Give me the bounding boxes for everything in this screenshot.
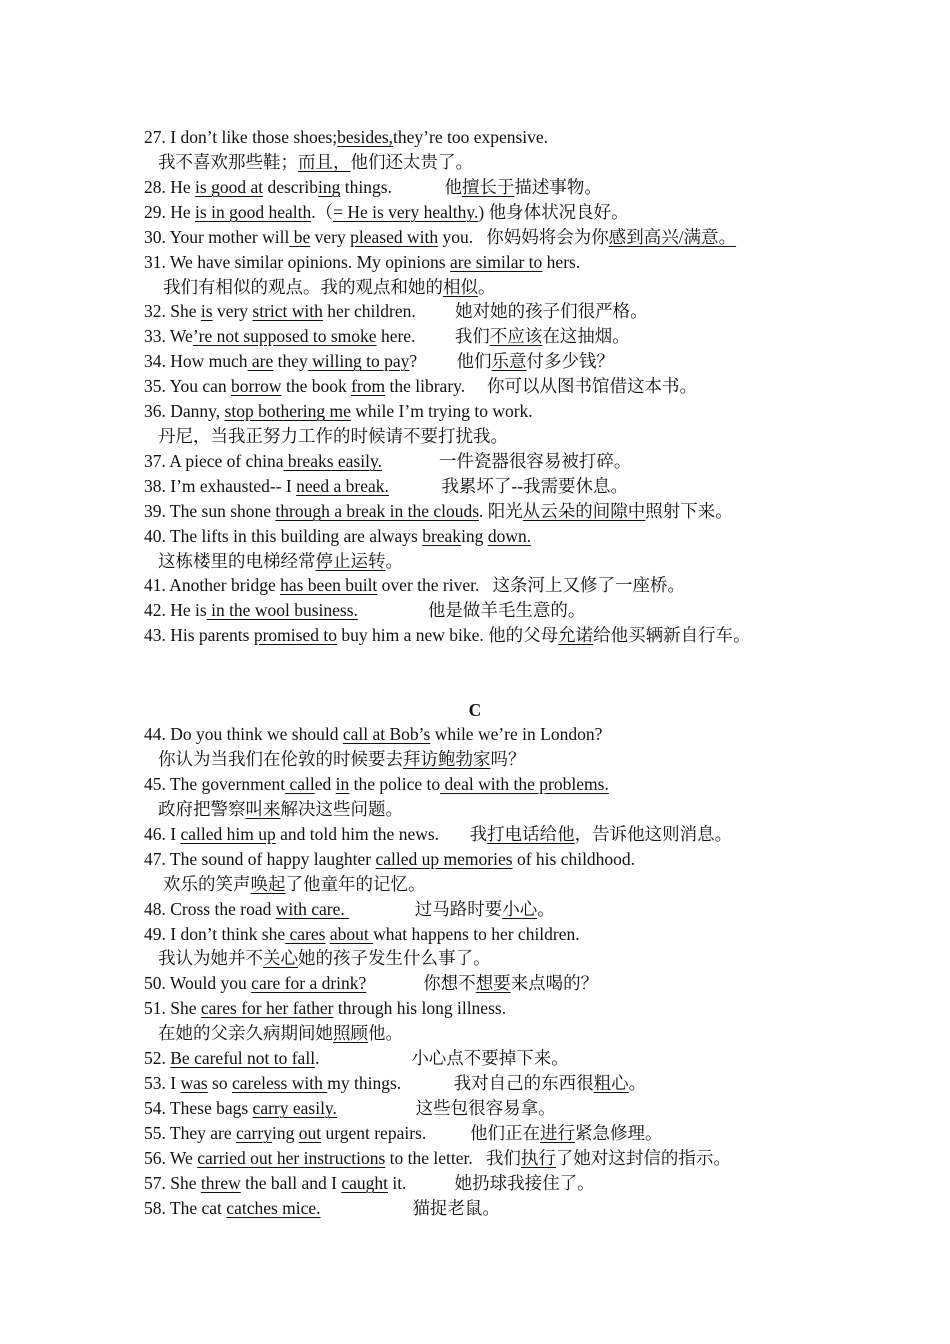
text-segment: 我累坏了--我需要休息。 [388, 476, 629, 496]
text-segment: 48. Cross the road [144, 899, 276, 919]
text-segment: 32. She [144, 301, 201, 321]
text-segment: 35. You can [144, 376, 232, 396]
text-segment: 。 [478, 277, 496, 297]
text-segment: 30. Your mother will [144, 227, 290, 247]
text-line [144, 474, 628, 498]
underlined-phrase: promised to [253, 625, 337, 645]
underlined-phrase: cares for her father [200, 998, 334, 1018]
underlined-phrase: 停止运转 [315, 551, 386, 571]
text-line [158, 424, 508, 448]
text-line [144, 573, 685, 597]
text-segment: 这栋楼里的电梯经常 [158, 551, 316, 571]
underlined-phrase: in the wool business. [206, 600, 358, 620]
text-line [158, 946, 491, 970]
underlined-phrase: is good at [195, 177, 264, 197]
underlined-phrase: down. [487, 526, 532, 546]
text-segment: over the river. 这条河上又修了一座桥。 [377, 575, 685, 595]
underlined-phrase: carried out her instructions [197, 1148, 386, 1168]
text-segment: 33. We [144, 326, 193, 346]
underlined-phrase: stop bothering me [224, 401, 351, 421]
underlined-phrase: catches mice. [226, 1198, 321, 1218]
text-segment: they’re too expensive. [393, 127, 549, 147]
underlined-phrase: call [285, 774, 315, 794]
underlined-phrase: ’re not supposed to smoke [192, 326, 377, 346]
text-line [144, 847, 635, 871]
underlined-phrase: strict with [252, 301, 323, 321]
text-line [163, 872, 426, 896]
text-segment: 这些包很容易拿。 [336, 1098, 556, 1118]
text-segment: 57. She [144, 1173, 201, 1193]
text-line [144, 175, 602, 199]
underlined-phrase: about [329, 924, 374, 944]
text-segment: 你认为当我们在伦敦的时候要去 [158, 749, 403, 769]
text-line [144, 125, 548, 149]
text-segment: 42. He is [144, 600, 207, 620]
text-line [144, 399, 533, 423]
text-line [144, 623, 751, 647]
text-line [144, 1046, 569, 1070]
text-segment: while we’re in London? [430, 724, 603, 744]
underlined-phrase: willing to pay [307, 351, 410, 371]
text-segment: 照射下来。 [645, 501, 733, 521]
underlined-phrase: 唤起 [250, 874, 286, 894]
text-segment: 。 [628, 1073, 647, 1093]
text-segment: so [207, 1073, 232, 1093]
underlined-phrase: 允诺 [558, 625, 594, 645]
text-line [144, 499, 733, 523]
underlined-phrase: call at Bob’s [342, 724, 431, 744]
text-segment: 他 [391, 177, 462, 197]
underlined-phrase: 执行 [520, 1148, 556, 1168]
text-segment: while I’m trying to work. [350, 401, 533, 421]
underlined-phrase: be [289, 227, 311, 247]
text-line [144, 971, 598, 995]
text-line [158, 549, 403, 573]
text-segment: 我们有相似的观点。我的观点和她的 [163, 277, 443, 297]
text-segment: . 小心点不要掉下来。 [315, 1048, 569, 1068]
text-line [144, 524, 531, 548]
text-segment: 描述事物。 [514, 177, 602, 197]
text-segment: what happens to her children. [373, 924, 580, 944]
text-segment: 她的孩子发生什么事了。 [298, 948, 491, 968]
text-segment: ing [461, 526, 488, 546]
text-segment: 28. He [144, 177, 196, 197]
underlined-phrase: need a break. [296, 476, 389, 496]
text-line [158, 1021, 403, 1045]
underlined-phrase: carry easily. [252, 1098, 337, 1118]
underlined-phrase: with care. [275, 899, 350, 919]
text-line [144, 1171, 595, 1195]
underlined-phrase: out [298, 1123, 322, 1143]
underlined-phrase: 相似 [443, 277, 478, 297]
text-segment: ? 他们 [409, 351, 492, 371]
text-segment: 欢乐的笑声 [163, 874, 251, 894]
text-segment: 他们还太贵了。 [350, 152, 473, 172]
text-segment: ，告诉他这则消息。 [574, 824, 733, 844]
text-segment: 43. His parents [144, 625, 254, 645]
text-segment: 政府把警察 [158, 799, 246, 819]
text-segment: very [310, 227, 351, 247]
text-segment: ed [314, 774, 336, 794]
underlined-phrase: besides, [337, 127, 394, 147]
text-segment: 31. We have similar opinions. My opinions [144, 252, 450, 272]
underlined-phrase: 打电话给他 [487, 824, 575, 844]
text-line [144, 1071, 646, 1095]
text-segment: 我认为她并不 [158, 948, 263, 968]
text-segment: 他是做羊毛生意的。 [357, 600, 586, 620]
underlined-phrase: called up memories [375, 849, 513, 869]
text-segment: you. 你妈妈将会为你 [438, 227, 609, 247]
text-segment: 45. The government [144, 774, 286, 794]
text-segment: 。 [537, 899, 555, 919]
text-segment: the book [281, 376, 352, 396]
text-line [144, 324, 630, 348]
text-segment: 解决这些问题。 [280, 799, 403, 819]
text-segment: 27. I don’t like those shoes; [144, 127, 338, 147]
text-segment: 52. [144, 1048, 171, 1068]
underlined-phrase: break [422, 526, 462, 546]
text-line [144, 897, 555, 921]
underlined-phrase: 叫来 [245, 799, 281, 819]
underlined-phrase: ing [318, 177, 341, 197]
text-line [158, 747, 526, 771]
underlined-phrase: 小心 [502, 899, 538, 919]
text-segment: 你想不 [366, 973, 476, 993]
underlined-phrase: Be careful not to fall [170, 1048, 316, 1068]
underlined-phrase: careless with [231, 1073, 328, 1093]
text-segment: 38. I’m exhausted-- I [144, 476, 297, 496]
text-segment: 51. She [144, 998, 201, 1018]
text-segment: 39. The sun shone [144, 501, 276, 521]
text-segment: the library. 你可以从图书馆借这本书。 [385, 376, 698, 396]
underlined-phrase: 而且， [298, 152, 351, 172]
underlined-phrase: is [200, 301, 213, 321]
underlined-phrase: 粗心 [593, 1073, 629, 1093]
text-line [144, 449, 631, 473]
underlined-phrase: borrow [231, 376, 282, 396]
text-segment: the ball and I [240, 1173, 342, 1193]
text-segment: 36. Danny, [144, 401, 225, 421]
text-segment: 47. The sound of happy laughter [144, 849, 376, 869]
text-segment: 54. These bags [144, 1098, 253, 1118]
underlined-phrase: through a break in the clouds [275, 501, 480, 521]
section-heading-c: C [468, 700, 482, 720]
text-segment: it. 她扔球我接住了。 [387, 1173, 595, 1193]
text-segment: 他。 [368, 1023, 403, 1043]
text-segment: they [273, 351, 308, 371]
text-segment: and told him the news. 我 [275, 824, 488, 844]
underlined-phrase: care for a drink? [251, 973, 367, 993]
underlined-phrase: 拜访鲍勃家 [403, 749, 491, 769]
text-segment: 37. A piece of china [144, 451, 284, 471]
text-line [144, 996, 506, 1020]
underlined-phrase: 感到高兴/满意。 [608, 227, 737, 247]
text-segment: 了他童年的记忆。 [285, 874, 426, 894]
text-segment: describ [263, 177, 319, 197]
underlined-phrase: 不应该 [489, 326, 543, 346]
underlined-phrase: are similar to [449, 252, 543, 272]
text-line [144, 374, 697, 398]
underlined-phrase: = He is very healthy. [333, 202, 479, 222]
text-line [144, 1121, 662, 1145]
text-segment: things. [340, 177, 392, 197]
underlined-phrase: in [335, 774, 350, 794]
text-segment: 29. He [144, 202, 196, 222]
text-segment: 。 [385, 551, 403, 571]
text-line [144, 225, 736, 249]
text-segment: 了她对这封信的指示。 [555, 1148, 731, 1168]
text-segment: 49. I don’t think she [144, 924, 286, 944]
underlined-phrase: was [180, 1073, 208, 1093]
text-segment: 在这抽烟。 [542, 326, 630, 346]
underlined-phrase: 想要 [475, 973, 511, 993]
underlined-phrase: threw [200, 1173, 241, 1193]
text-line [158, 797, 403, 821]
text-segment: 55. They are [144, 1123, 237, 1143]
text-line [158, 150, 473, 174]
text-segment: 过马路时要 [349, 899, 503, 919]
text-segment: 来点喝的？ [510, 973, 599, 993]
text-segment: .（ [311, 202, 334, 222]
text-segment: to the letter. 我们 [385, 1148, 521, 1168]
text-segment: 53. I [144, 1073, 181, 1093]
underlined-phrase: 乐意 [491, 351, 527, 371]
underlined-phrase: is in good health [195, 202, 312, 222]
text-segment: 44. Do you think we should [144, 724, 343, 744]
underlined-phrase: cares [285, 924, 326, 944]
text-segment: 50. Would you [144, 973, 252, 993]
underlined-phrase: 关心 [263, 948, 298, 968]
text-line [163, 275, 496, 299]
underlined-phrase: 进行 [539, 1123, 575, 1143]
text-segment: 付多少钱？ [526, 351, 615, 371]
text-segment: hers. [542, 252, 581, 272]
underlined-phrase: 照顾 [333, 1023, 368, 1043]
text-segment: 猫捉老鼠。 [320, 1198, 500, 1218]
text-segment: 给他买辆新自行车。 [593, 625, 751, 645]
text-line [144, 200, 629, 224]
text-line [144, 1146, 731, 1170]
text-segment: ing [271, 1123, 299, 1143]
text-line [144, 598, 585, 622]
underlined-phrase: carry [236, 1123, 272, 1143]
text-segment: her children. 她对她的孩子们很严格。 [322, 301, 648, 321]
text-segment: 吗？ [490, 749, 526, 769]
underlined-phrase: caught [341, 1173, 388, 1193]
underlined-phrase: called him up [180, 824, 276, 844]
text-line [144, 922, 580, 946]
text-segment: . 阳光 [479, 501, 523, 521]
text-segment: my things. 我对自己的东西很 [327, 1073, 594, 1093]
underlined-phrase: breaks easily. [283, 451, 382, 471]
text-segment: 在她的父亲久病期间她 [158, 1023, 333, 1043]
text-line [144, 250, 580, 274]
text-segment: 一件瓷器很容易被打碎。 [381, 451, 632, 471]
text-segment: the police to [349, 774, 441, 794]
text-segment: 56. We [144, 1148, 198, 1168]
text-line [144, 299, 648, 323]
underlined-phrase: has been built [280, 575, 378, 595]
text-segment: 41. Another bridge [144, 575, 281, 595]
text-segment: 紧急修理。 [574, 1123, 663, 1143]
text-segment: here. 我们 [376, 326, 490, 346]
underlined-phrase: are [247, 351, 274, 371]
underlined-phrase: deal with the problems. [440, 774, 609, 794]
underlined-phrase: pleased with [350, 227, 439, 247]
text-segment: 46. I [144, 824, 181, 844]
text-segment: 丹尼，当我正努力工作的时候请不要打扰我。 [158, 426, 508, 446]
text-segment: through his long illness. [333, 998, 507, 1018]
text-segment: urgent repairs. 他们正在 [321, 1123, 540, 1143]
text-line [144, 722, 602, 746]
text-segment: ) 他身体状况良好。 [478, 202, 629, 222]
text-line [144, 1096, 556, 1120]
text-segment: 34. How much [144, 351, 248, 371]
text-segment: 40. The lifts in this building are always [144, 526, 423, 546]
underlined-phrase: 擅长于 [461, 177, 515, 197]
text-segment: of his childhood. [512, 849, 636, 869]
text-segment: 我不喜欢那些鞋； [158, 152, 298, 172]
text-line [144, 772, 609, 796]
text-segment: buy him a new bike. 他的父母 [336, 625, 559, 645]
text-line [144, 822, 732, 846]
text-segment: very [212, 301, 253, 321]
underlined-phrase: from [351, 376, 386, 396]
text-line [144, 349, 614, 373]
underlined-phrase: 从云朵的间隙中 [522, 501, 646, 521]
text-segment: 58. The cat [144, 1198, 227, 1218]
text-line [144, 1196, 500, 1220]
